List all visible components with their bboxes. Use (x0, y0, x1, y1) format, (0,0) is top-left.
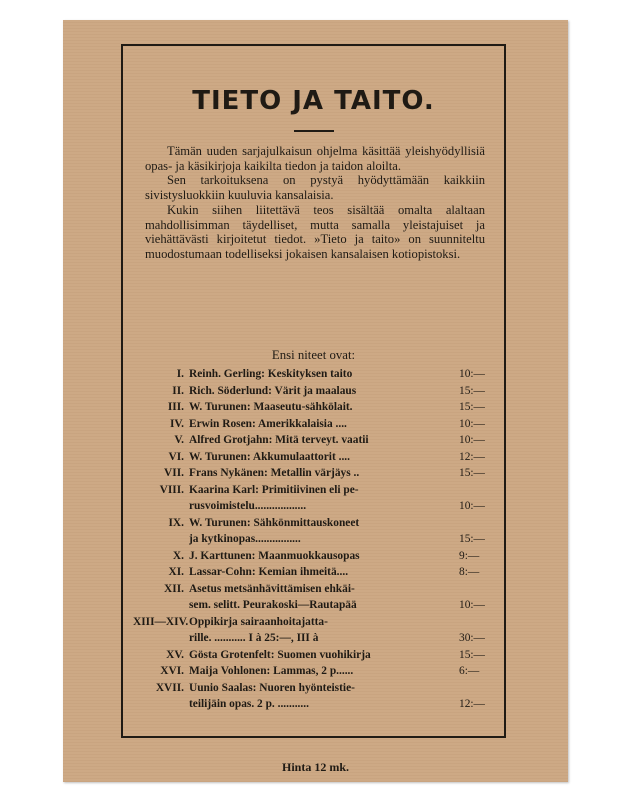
border-frame (121, 44, 506, 738)
book-entry (133, 515, 495, 548)
book-entry (133, 564, 495, 581)
book-price: 15:— (459, 533, 485, 545)
book-title-line: Uunio Saalas: Nuoren hyönteistie- (189, 681, 355, 694)
book-title-line: Alfred Grotjahn: Mitä terveyt. vaatii (189, 434, 369, 446)
book-title-line: W. Turunen: Maaseutu-sähkölait. (189, 401, 353, 413)
book-entry (133, 366, 495, 383)
book-entry (133, 465, 495, 482)
book-title-line: Oppikirja sairaanhoitajatta- (189, 615, 328, 628)
book-number: XV. (166, 648, 184, 661)
book-entry (133, 614, 495, 647)
booklet-back-cover (63, 20, 568, 782)
book-number: XIII—XIV. (133, 615, 189, 628)
intro-paragraph: Kukin siihen liitettävä teos sisältää omalta alaltaan mahdollisimman täydelliset, mutta samalla yleistajuiset ja viehättävästi kirjoitetut tiedot. »Tieto ja taito» on suunniteltu muodostumaan todelliseksi jokaisen kansalaisen kotiopistoksi. (145, 202, 485, 261)
book-title-line: Asetus metsänhävittämisen ehkäi- (189, 582, 355, 595)
title-underline (294, 130, 334, 132)
book-price: 10:— (459, 368, 485, 380)
book-title-line: Gösta Grotenfelt: Suomen vuohikirja (189, 648, 371, 661)
book-number: X. (172, 549, 184, 562)
book-title-line: W. Turunen: Akkumulaattorit .... (189, 450, 350, 463)
book-title-line: W. Turunen: Sähkönmittauskoneet (189, 516, 360, 529)
book-title-line: teilijäin opas. 2 p. ........... (189, 698, 309, 710)
book-entry (133, 416, 495, 433)
book-number: XVI. (160, 665, 184, 677)
book-title-line: Rich. Söderlund: Värit ja maalaus (189, 384, 357, 397)
book-entry (133, 548, 495, 565)
book-entry (133, 449, 495, 466)
book-price: 15:— (459, 648, 485, 661)
book-title-line: J. Karttunen: Maanmuokkausopas (189, 549, 360, 562)
book-number: VI. (168, 450, 184, 463)
book-price: 8:— (459, 566, 480, 578)
book-number: III. (167, 401, 184, 413)
book-entry (133, 482, 495, 515)
book-entry (133, 680, 495, 713)
book-price: 10:— (459, 500, 485, 512)
book-entry (133, 383, 495, 400)
book-price: 15:— (459, 401, 485, 413)
book-price: 15:— (459, 384, 485, 397)
book-title-line: Frans Nykänen: Metallin värjäys .. (189, 467, 360, 479)
book-title-line: sem. selitt. Peurakoski—Rautapää (189, 599, 357, 611)
book-number: XVII. (155, 681, 184, 694)
book-title-line: Reinh. Gerling: Keskityksen taito (189, 368, 353, 380)
book-title-line: Lassar-Cohn: Kemian ihmeitä.... (189, 566, 349, 578)
book-price: 12:— (459, 450, 485, 463)
page-title: TIETO JA TAITO. (192, 86, 435, 116)
intro-text (145, 144, 485, 262)
book-price: 10:— (459, 599, 485, 611)
book-title-line: Erwin Rosen: Amerikkalaisia .... (189, 417, 347, 430)
book-list (133, 366, 495, 713)
price-footer: Hinta 12 mk. (281, 760, 349, 774)
book-entry (133, 581, 495, 614)
book-number: II. (172, 384, 184, 397)
book-entry (133, 432, 495, 449)
book-number: VII. (164, 467, 184, 479)
book-number: I. (176, 368, 184, 380)
book-price: 12:— (459, 698, 485, 710)
book-number: XI. (168, 566, 184, 578)
book-price: 30:— (459, 632, 485, 644)
book-title-line: rille. ........... I à 25:—, III à (189, 632, 319, 644)
intro-paragraph: Sen tarkoituksena on pystyä hyödyttämään kaikkiin sivistysluokkiin kuuluvia kansalaisia. (145, 173, 485, 203)
book-number: VIII. (159, 483, 184, 496)
book-entry (133, 663, 495, 680)
book-entry (133, 647, 495, 664)
book-price: 6:— (459, 665, 480, 677)
book-number: V. (174, 434, 184, 446)
book-price: 15:— (459, 467, 485, 479)
book-price: 10:— (459, 434, 485, 446)
intro-paragraph: Tämän uuden sarjajulkaisun ohjelma käsittää yleishyödyllisiä opas- ja käsikirjoja kaikilta tiedon ja taidon aloilta. (145, 144, 485, 173)
book-price: 10:— (459, 417, 485, 430)
book-number: IX. (168, 516, 184, 529)
book-title-line: Kaarina Karl: Primitiivinen eli pe- (189, 483, 359, 496)
book-price: 9:— (459, 549, 480, 562)
book-number: XII. (164, 582, 184, 595)
book-entry (133, 399, 495, 416)
book-title-line: Maija Vohlonen: Lammas, 2 p...... (189, 665, 354, 677)
book-title-line: ja kytkinopas................ (189, 533, 301, 545)
list-heading: Ensi niteet ovat: (271, 348, 356, 362)
book-number: IV. (169, 417, 184, 430)
book-title-line: rusvoimistelu.................. (189, 500, 307, 512)
